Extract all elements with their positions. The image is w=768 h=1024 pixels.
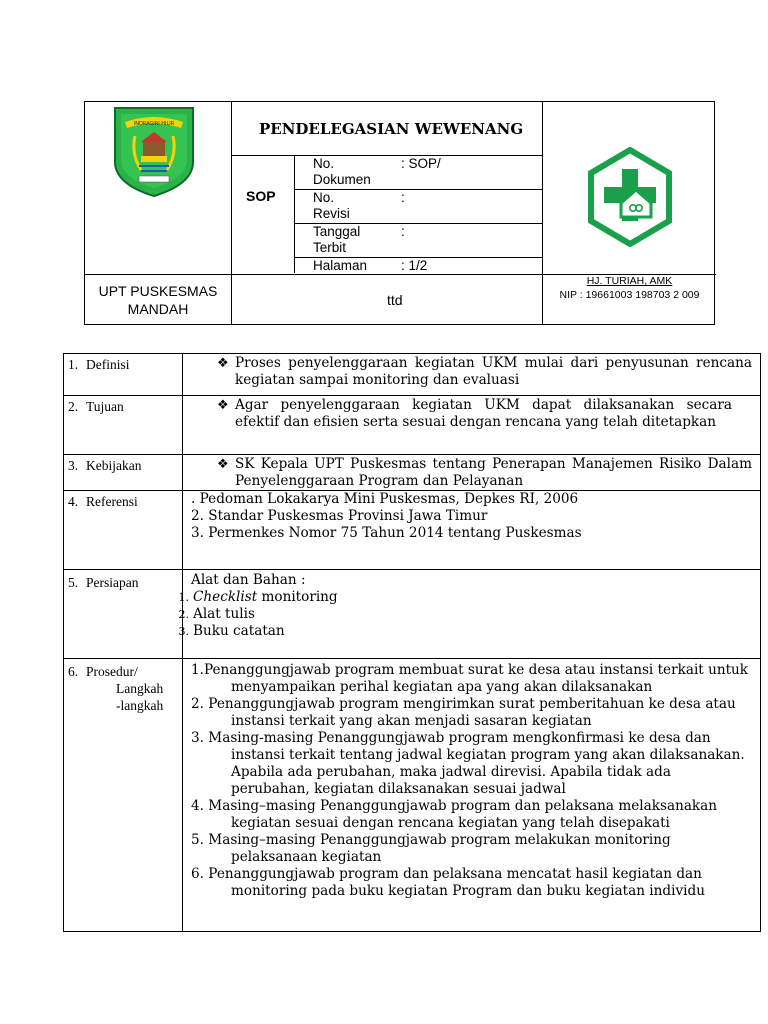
kebijakan-text: SK Kepala UPT Puskesmas tentang Penerapan Manajemen Risiko Dalam Penyelenggaraan Program dan Pelayanan [235,456,752,489]
row-halaman-label: Halaman [313,258,368,273]
section-label: Kebijakan [86,458,142,473]
procedure-step: 1.Penanggungjawab program membuat surat ke desa atau instansi terkait untuk menyampaikan perihal kegiatan apa yang akan dilaksanakan [191,662,749,695]
row-tanggal-terbit-value: : [401,224,405,239]
list-item: 2. Alat tulis [178,606,255,622]
puskesmas-logo [585,147,675,247]
list-item: 3. Buku catatan [178,623,285,639]
row-halaman-value: : 1/2 [401,258,428,273]
procedure-step: 6. Penanggungjawab program dan pelaksana mencatat hasil kegiatan dan monitoring pada buku kegiatan Program dan buku kegiatan individu [191,866,705,899]
procedure-step: 5. Masing–masing Penanggungjawab program melakukan monitoring pelaksanaan kegiatan [191,832,671,865]
sop-body-table [63,353,761,932]
referensi-item: . Pedoman Lokakarya Mini Puskesmas, Depkes RI, 2006 [191,491,579,507]
section-label: Prosedur/ [86,664,138,679]
row-tanggal-terbit-label: Tanggal Terbit [313,224,361,255]
section-tujuan: 2. Tujuan ❖ Agar penyelenggaraan kegiatan UKM dapat dilaksanakan secara efektif dan efisien serta sesuai dengan rencana yang telah ditetapkan [64,396,761,455]
definisi-text: Proses penyelenggaraan kegiatan UKM mulai dari penyusunan rencana kegiatan sampai monitoring dan evaluasi [235,355,752,388]
section-persiapan: 5. Persiapan Alat dan Bahan : 1. Checklist monitoring 2. Alat tulis 3. Buku catatan [64,570,761,659]
section-prosedur: 6. Prosedur/ Langkah -langkah 1.Penanggungjawab program membuat surat ke desa atau instansi terkait untuk menyampaikan perihal kegiatan apa yang akan dilaksanakan 2. Penanggungjawab program mengirimkan surat pemberitahuan ke desa atau instansi terkait yang akan menjadi sasaran kegiatan 3. Masing-masing Penanggungjawab program mengkonfirmasi ke desa dan instansi terkait tentang jadwal kegiatan program yang akan dilaksanakan. Apabila ada perubahan, maka jadwal direvisi. Apabila tidak ada perubahan, kegiatan dilaksanakan sesuai jadwal 4. Masing–masing Penanggungjawab program dan pelaksana melaksanakan kegiatan sesuai dengan rencana kegiatan yang telah disepakati 5. Masing–masing Penanggungjawab program melakukan monitoring pelaksanaan kegiatan 6. Penanggungjawab program dan pelaksana mencatat hasil kegiatan dan monitoring pada buku kegiatan Program dan buku kegiatan individu [64,659,761,932]
diamond-bullet-icon: ❖ [217,457,229,472]
diamond-bullet-icon: ❖ [217,356,229,371]
section-label: Tujuan [86,399,124,414]
persiapan-intro: Alat dan Bahan : [191,572,306,588]
sop-label: SOP [246,188,276,204]
referensi-item: 3. Permenkes Nomor 75 Tahun 2014 tentang Puskesmas [191,525,582,541]
referensi-item: 2. Standar Puskesmas Provinsi Jawa Timur [191,508,488,524]
section-label: Referensi [86,494,138,509]
row-no-dokumen-value: : SOP/ [401,156,441,171]
signer-nip: NIP : 19661003 198703 2 009 [559,289,700,301]
section-referensi: 4. Referensi . Pedoman Lokakarya Mini Puskesmas, Depkes RI, 2006 2. Standar Puskesmas Provinsi Jawa Timur 3. Permenkes Nomor 75 Tahun 2014 tentang Puskesmas [64,491,761,570]
procedure-step: 4. Masing–masing Penanggungjawab program dan pelaksana melaksanakan kegiatan sesuai dengan rencana kegiatan yang telah disepakati [191,798,718,831]
section-kebijakan: 3. Kebijakan ❖ SK Kepala UPT Puskesmas tentang Penerapan Manajemen Risiko Dalam Penyelenggaraan Program dan Pelayanan [64,455,761,491]
section-label: Persiapan [86,575,139,590]
section-label: Definisi [86,357,130,372]
procedure-step: 2. Penanggungjawab program mengirimkan surat pemberitahuan ke desa atau instansi terkait yang akan menjadi sasaran kegiatan [191,696,736,729]
procedure-step: 3. Masing-masing Penanggungjawab program mengkonfirmasi ke desa dan instansi terkait tentang jadwal kegiatan program yang akan dilaksanakan. Apabila ada perubahan, maka jadwal direvisi. Apabila tidak ada perubahan, kegiatan dilaksanakan sesuai jadwal [191,730,745,797]
diamond-bullet-icon: ❖ [217,398,229,413]
document-title: PENDELEGASIAN WEWENANG [259,120,524,138]
unit-name: UPT PUSKESMAS MANDAH [98,283,218,317]
row-no-dokumen-label: No. Dokumen [313,156,371,187]
list-item: 1. Checklist monitoring [178,589,338,605]
section-definisi: 1. Definisi ❖ Proses penyelenggaraan kegiatan UKM mulai dari penyusunan rencana kegiatan sampai monitoring dan evaluasi [64,354,761,396]
row-no-revisi-value: : [401,190,405,205]
signer-block [543,274,716,302]
logo-left-text: INDRAGIRI HILIR [133,121,175,127]
signer-name: HJ. TURIAH, AMK [586,275,673,287]
regency-logo [111,104,197,198]
sop-header [84,101,715,325]
row-no-revisi-label: No. Revisi [313,190,350,221]
tujuan-text: Agar penyelenggaraan kegiatan UKM dapat dilaksanakan secara efektif dan efisien serta sesuai dengan rencana yang telah ditetapkan [235,397,732,430]
signature-placeholder: ttd [387,292,403,308]
